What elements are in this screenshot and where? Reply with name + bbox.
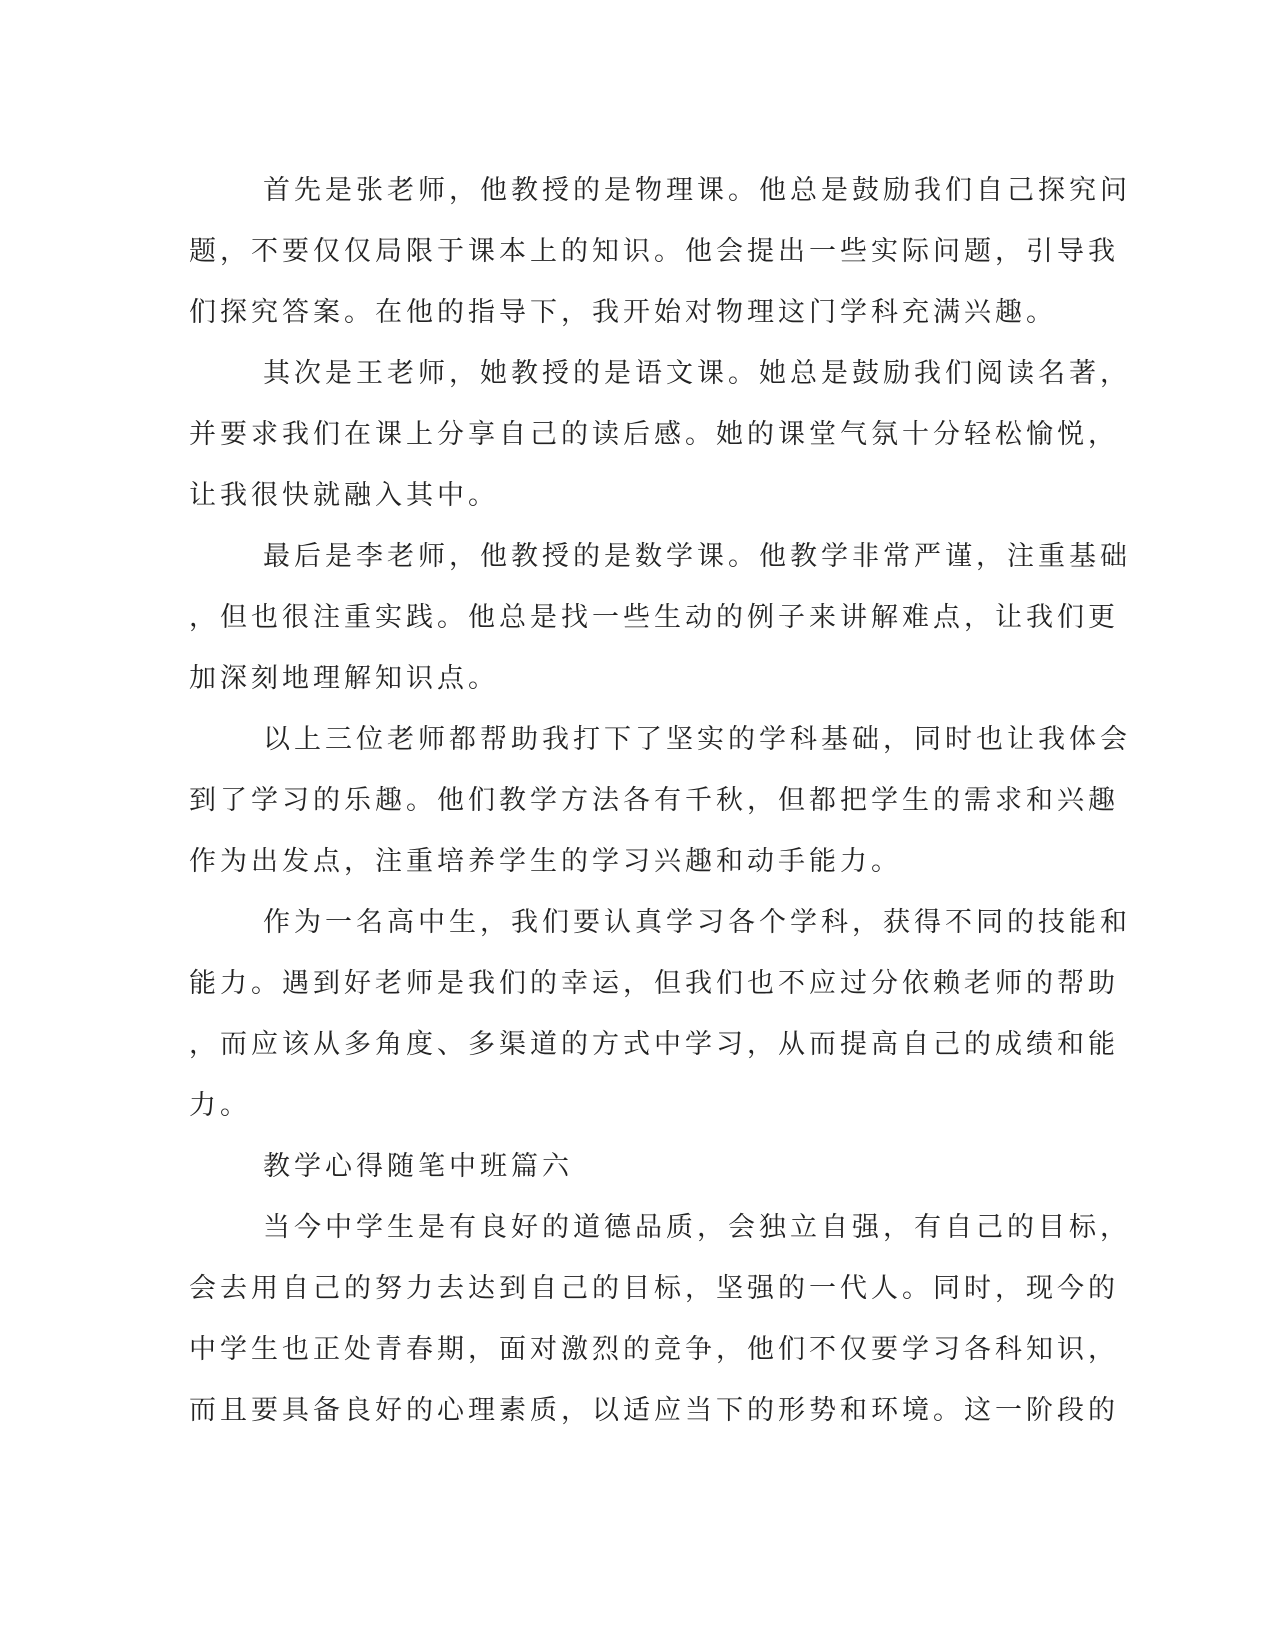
text-line: 会去用自己的努力去达到自己的目标，坚强的一代人。同时，现今的 <box>189 1273 1119 1304</box>
text-line: 作为出发点，注重培养学生的学习兴趣和动手能力。 <box>189 846 902 877</box>
paragraph-teacher-wang <box>189 343 1131 526</box>
paragraph-high-school-student <box>189 892 1131 1136</box>
text-line: 并要求我们在课上分享自己的读后感。她的课堂气氛十分轻松愉悦， <box>189 419 1119 450</box>
text-line: 们探究答案。在他的指导下，我开始对物理这门学科充满兴趣。 <box>189 297 1057 328</box>
section-heading: 教学心得随笔中班篇六 <box>263 1151 573 1182</box>
paragraph-teacher-li <box>189 526 1131 709</box>
text-line: ，但也很注重实践。他总是找一些生动的例子来讲解难点，让我们更 <box>189 602 1119 633</box>
paragraph-teacher-zhang <box>189 160 1131 343</box>
text-line: 题，不要仅仅局限于课本上的知识。他会提出一些实际问题，引导我 <box>189 236 1119 267</box>
text-line: 加深刻地理解知识点。 <box>189 663 499 694</box>
text-line: 让我很快就融入其中。 <box>189 480 499 511</box>
text-line: 当今中学生是有良好的道德品质，会独立自强，有自己的目标， <box>263 1212 1131 1243</box>
text-line: 中学生也正处青春期，面对激烈的竞争，他们不仅要学习各科知识， <box>189 1334 1119 1365</box>
document-body <box>189 160 1131 1441</box>
paragraph-summary <box>189 709 1131 892</box>
text-line: 作为一名高中生，我们要认真学习各个学科，获得不同的技能和 <box>263 907 1131 938</box>
text-line: ，而应该从多角度、多渠道的方式中学习，从而提高自己的成绩和能 <box>189 1029 1119 1060</box>
paragraph-middle-school-students <box>189 1197 1131 1441</box>
text-line: 能力。遇到好老师是我们的幸运，但我们也不应过分依赖老师的帮助 <box>189 968 1119 999</box>
text-line: 到了学习的乐趣。他们教学方法各有千秋，但都把学生的需求和兴趣 <box>189 785 1119 816</box>
text-line: 以上三位老师都帮助我打下了坚实的学科基础，同时也让我体会 <box>263 724 1131 755</box>
text-line: 而且要具备良好的心理素质，以适应当下的形势和环境。这一阶段的 <box>189 1395 1119 1426</box>
text-line: 最后是李老师，他教授的是数学课。他教学非常严谨，注重基础 <box>263 541 1131 572</box>
text-line: 首先是张老师，他教授的是物理课。他总是鼓励我们自己探究问 <box>263 175 1131 206</box>
text-line: 力。 <box>189 1090 251 1121</box>
text-line: 其次是王老师，她教授的是语文课。她总是鼓励我们阅读名著， <box>263 358 1131 389</box>
